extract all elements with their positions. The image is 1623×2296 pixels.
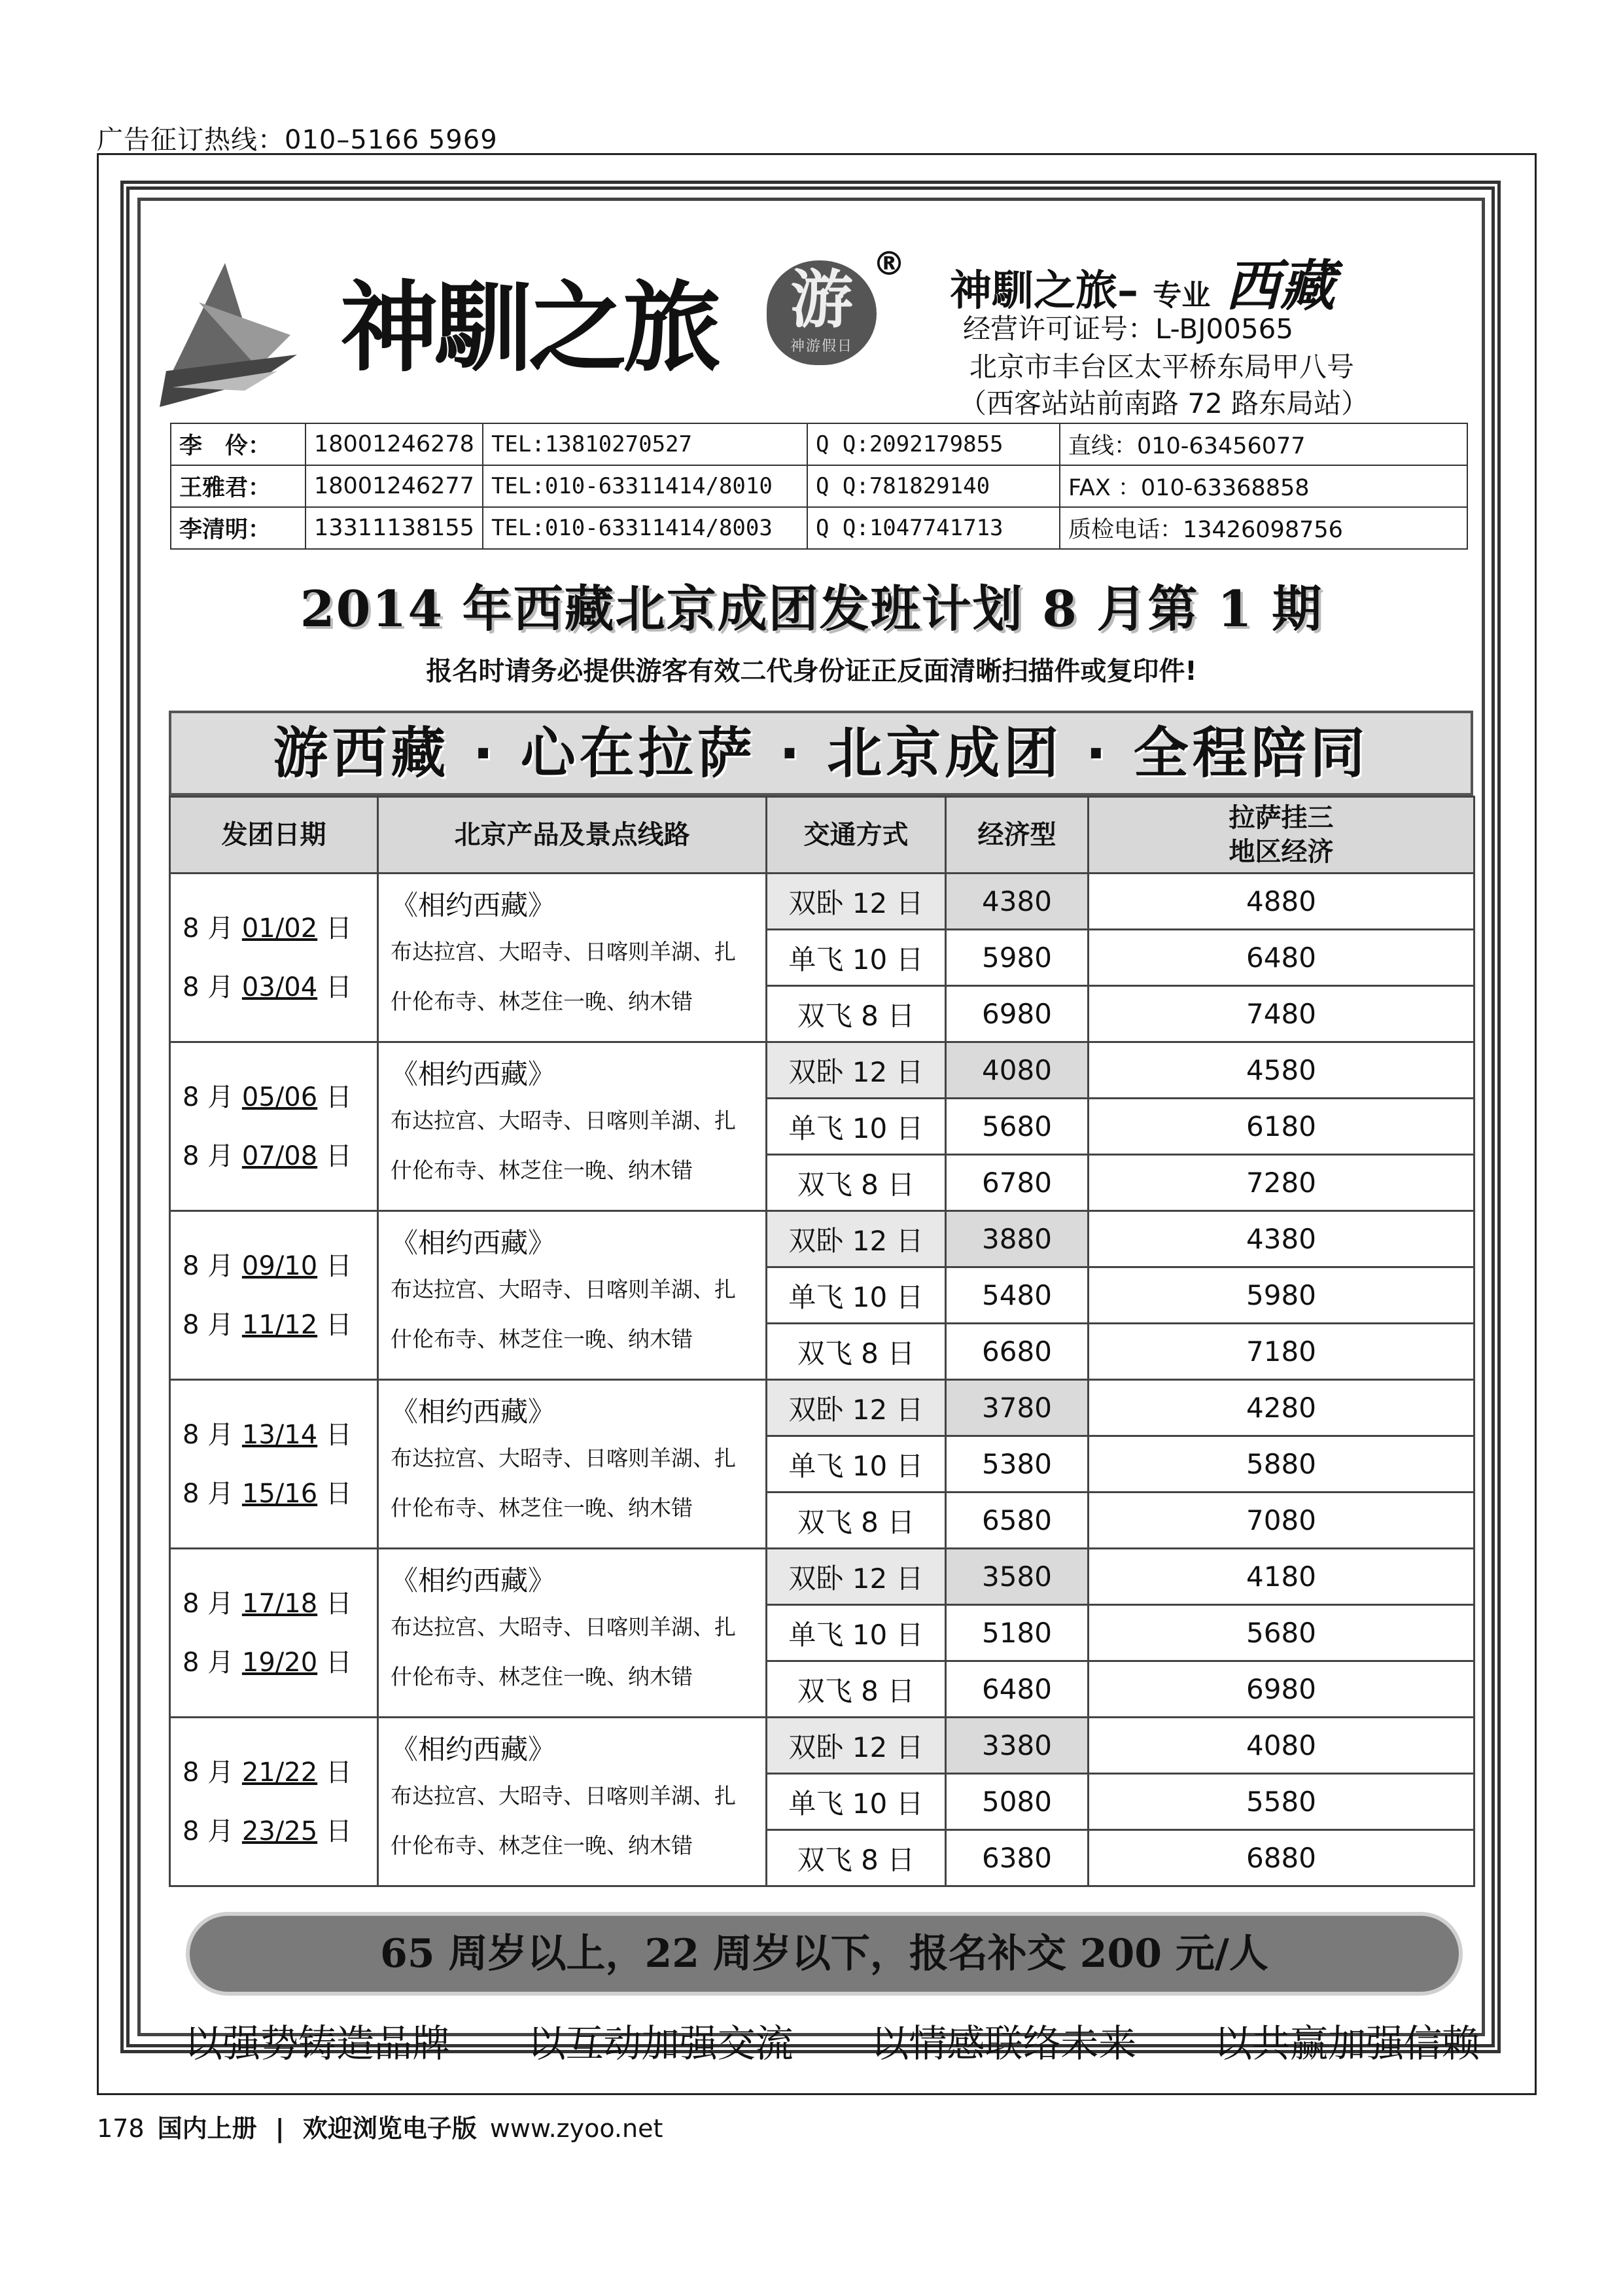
lhasa-price: 6180	[1089, 1099, 1475, 1155]
transport-mode: 单飞 10 日	[767, 930, 946, 986]
lhasa-price: 7280	[1089, 1155, 1475, 1211]
economy-price: 4080	[946, 1042, 1089, 1099]
departure-date-2: 8 月 07/08 日	[183, 1140, 352, 1171]
route-spots: 布达拉宫、大昭寺、日喀则羊湖、扎 什伦布寺、林芝住一晚、纳木错	[391, 1614, 736, 1689]
schedule-row	[170, 874, 1475, 930]
lhasa-price: 5880	[1089, 1436, 1475, 1492]
contact-row	[171, 507, 1467, 549]
route-cell	[378, 1211, 767, 1380]
route-name: 《相约西藏》	[391, 1396, 556, 1428]
ad-hotline: 广告征订热线：010–5166 5969	[97, 125, 498, 155]
slogan-banner: 游西藏 · 心在拉萨 · 北京成团 · 全程陪同	[169, 711, 1473, 796]
schedule-row	[170, 1042, 1475, 1099]
contact-tel: TEL:010-63311414/8003	[483, 507, 807, 549]
lhasa-price: 7080	[1089, 1492, 1475, 1549]
contact-extra: 直线：010-63456077	[1060, 423, 1467, 465]
motto-row	[184, 2013, 1480, 2068]
lhasa-price: 4180	[1089, 1549, 1475, 1605]
lhasa-price: 5980	[1089, 1267, 1475, 1324]
transport-mode: 双卧 12 日	[767, 1380, 946, 1436]
schedule-row	[170, 1718, 1475, 1774]
header-economy: 经济型	[946, 797, 1089, 874]
sail-logo-icon	[160, 256, 297, 407]
header-date: 发团日期	[170, 797, 378, 874]
departure-dates	[170, 1380, 378, 1549]
transport-mode: 单飞 10 日	[767, 1605, 946, 1661]
schedule-header-row	[170, 797, 1475, 874]
brand-logo-text: 神馴之旅	[340, 270, 718, 385]
route-cell	[378, 1549, 767, 1718]
schedule-table	[169, 796, 1475, 1887]
transport-mode: 双卧 12 日	[767, 1211, 946, 1267]
economy-price: 3780	[946, 1380, 1089, 1436]
transport-mode: 双飞 8 日	[767, 1661, 946, 1718]
page-number: 178	[97, 2114, 145, 2143]
schedule-row	[170, 1211, 1475, 1267]
economy-price: 6580	[946, 1492, 1089, 1549]
departure-date-2: 8 月 23/25 日	[183, 1816, 352, 1846]
transport-mode: 双卧 12 日	[767, 1042, 946, 1099]
contact-qq: Q Q:781829140	[807, 465, 1060, 507]
header-lhasa	[1089, 797, 1475, 874]
section-name: 国内上册	[157, 2114, 257, 2143]
contact-name: 李 伶：	[171, 423, 305, 465]
economy-price: 5380	[946, 1436, 1089, 1492]
departure-dates	[170, 1211, 378, 1380]
header-transport: 交通方式	[767, 797, 946, 874]
departure-dates	[170, 1718, 378, 1886]
transport-mode: 双飞 8 日	[767, 1324, 946, 1380]
lhasa-price: 4580	[1089, 1042, 1475, 1099]
footer-separator: |	[275, 2114, 285, 2143]
transport-mode: 双飞 8 日	[767, 986, 946, 1042]
motto: 以情感联络未来	[871, 2021, 1137, 2066]
brand-name: 神馴之旅–	[950, 267, 1138, 315]
transport-mode: 双飞 8 日	[767, 1830, 946, 1886]
brand-script: 西藏	[1225, 253, 1335, 318]
route-name: 《相约西藏》	[391, 1733, 556, 1765]
route-cell	[378, 874, 767, 1042]
departure-dates	[170, 1549, 378, 1718]
contact-mobile: 13311138155	[305, 507, 483, 549]
route-spots: 布达拉宫、大昭寺、日喀则羊湖、扎 什伦布寺、林芝住一晚、纳木错	[391, 1783, 736, 1858]
lhasa-price: 5680	[1089, 1605, 1475, 1661]
lhasa-price: 7480	[1089, 986, 1475, 1042]
page-footer	[97, 2108, 663, 2144]
lhasa-price: 6480	[1089, 930, 1475, 986]
transport-mode: 双飞 8 日	[767, 1155, 946, 1211]
age-surcharge-banner: 65 周岁以上，22 周岁以下，报名补交 200 元/人	[190, 1916, 1459, 1992]
page-title: 2014 年西藏北京成团发班计划 8 月第 1 期	[300, 580, 1323, 638]
header-lhasa-line2: 地区经济	[1229, 837, 1334, 867]
lhasa-price: 5580	[1089, 1774, 1475, 1830]
economy-price: 6480	[946, 1661, 1089, 1718]
contact-tel: TEL:13810270527	[483, 423, 807, 465]
departure-date-1: 8 月 13/14 日	[183, 1419, 352, 1450]
departure-date-1: 8 月 21/22 日	[183, 1757, 352, 1788]
transport-mode: 双卧 12 日	[767, 1549, 946, 1605]
promo-text: 欢迎浏览电子版	[302, 2114, 477, 2143]
contact-mobile: 18001246278	[305, 423, 483, 465]
departure-date-2: 8 月 11/12 日	[183, 1309, 352, 1340]
contact-name: 李清明：	[171, 507, 305, 549]
economy-price: 5480	[946, 1267, 1089, 1324]
contact-tel: TEL:010-63311414/8010	[483, 465, 807, 507]
motto: 以共赢加强信赖	[1213, 2021, 1480, 2066]
header-lhasa-line1: 拉萨挂三	[1229, 803, 1334, 833]
economy-price: 6780	[946, 1155, 1089, 1211]
route-spots: 布达拉宫、大昭寺、日喀则羊湖、扎 什伦布寺、林芝住一晚、纳木错	[391, 939, 736, 1014]
transport-mode: 双飞 8 日	[767, 1492, 946, 1549]
economy-price: 6980	[946, 986, 1089, 1042]
transport-mode: 双卧 12 日	[767, 1718, 946, 1774]
departure-date-1: 8 月 09/10 日	[183, 1250, 352, 1281]
route-spots: 布达拉宫、大昭寺、日喀则羊湖、扎 什伦布寺、林芝住一晚、纳木错	[391, 1445, 736, 1521]
economy-price: 5980	[946, 930, 1089, 986]
lhasa-price: 4280	[1089, 1380, 1475, 1436]
motto: 以互动加强交流	[527, 2021, 794, 2066]
economy-price: 3580	[946, 1549, 1089, 1605]
economy-price: 3880	[946, 1211, 1089, 1267]
schedule-body	[170, 874, 1475, 1886]
departure-date-1: 8 月 01/02 日	[183, 913, 352, 944]
economy-price: 5080	[946, 1774, 1089, 1830]
seal-character: 游	[790, 262, 853, 336]
route-cell	[378, 1380, 767, 1549]
economy-price: 6380	[946, 1830, 1089, 1886]
departure-dates	[170, 874, 378, 1042]
contact-name: 王雅君：	[171, 465, 305, 507]
contact-extra: 质检电话：13426098756	[1060, 507, 1467, 549]
economy-price: 6680	[946, 1324, 1089, 1380]
economy-price: 5680	[946, 1099, 1089, 1155]
contact-qq: Q Q:1047741713	[807, 507, 1060, 549]
economy-price: 3380	[946, 1718, 1089, 1774]
departure-date-1: 8 月 17/18 日	[183, 1588, 352, 1619]
route-cell	[378, 1718, 767, 1886]
lhasa-price: 7180	[1089, 1324, 1475, 1380]
route-name: 《相约西藏》	[391, 1058, 556, 1090]
contact-row	[171, 423, 1467, 465]
license-number: 经营许可证号：L-BJ00565	[963, 313, 1294, 345]
contact-qq: Q Q:2092179855	[807, 423, 1060, 465]
transport-mode: 单飞 10 日	[767, 1099, 946, 1155]
footer-url[interactable]: www.zyoo.net	[489, 2114, 663, 2143]
lhasa-price: 4380	[1089, 1211, 1475, 1267]
transport-mode: 双卧 12 日	[767, 874, 946, 930]
transport-mode: 单飞 10 日	[767, 1774, 946, 1830]
route-name: 《相约西藏》	[391, 1564, 556, 1597]
id-notice: 报名时请务必提供游客有效二代身份证正反面清晰扫描件或复印件!	[426, 656, 1197, 686]
contact-table	[170, 423, 1468, 550]
seal-subtitle: 神游假日	[790, 338, 853, 355]
transport-mode: 单飞 10 日	[767, 1267, 946, 1324]
lhasa-price: 4880	[1089, 874, 1475, 930]
address-line-2: （西客站站前南路 72 路东局站）	[959, 387, 1369, 419]
economy-price: 4380	[946, 874, 1089, 930]
registered-mark: ®	[873, 245, 905, 283]
route-name: 《相约西藏》	[391, 1227, 556, 1259]
header-route: 北京产品及景点线路	[378, 797, 767, 874]
contact-mobile: 18001246277	[305, 465, 483, 507]
departure-date-2: 8 月 03/04 日	[183, 972, 352, 1002]
contact-row	[171, 465, 1467, 507]
address-line-1: 北京市丰台区太平桥东局甲八号	[969, 351, 1355, 383]
route-name: 《相约西藏》	[391, 889, 556, 921]
transport-mode: 单飞 10 日	[767, 1436, 946, 1492]
route-cell	[378, 1042, 767, 1211]
schedule-row	[170, 1549, 1475, 1605]
departure-dates	[170, 1042, 378, 1211]
route-spots: 布达拉宫、大昭寺、日喀则羊湖、扎 什伦布寺、林芝住一晚、纳木错	[391, 1277, 736, 1352]
motto: 以强势铸造品牌	[184, 2021, 451, 2066]
economy-price: 5180	[946, 1605, 1089, 1661]
schedule-row	[170, 1380, 1475, 1436]
seal-logo-icon	[767, 260, 877, 365]
departure-date-1: 8 月 05/06 日	[183, 1082, 352, 1112]
departure-date-2: 8 月 19/20 日	[183, 1647, 352, 1678]
brand-pro: 专业	[1153, 279, 1211, 312]
route-spots: 布达拉宫、大昭寺、日喀则羊湖、扎 什伦布寺、林芝住一晚、纳木错	[391, 1108, 736, 1183]
departure-date-2: 8 月 15/16 日	[183, 1478, 352, 1509]
lhasa-price: 4080	[1089, 1718, 1475, 1774]
lhasa-price: 6880	[1089, 1830, 1475, 1886]
contact-extra: FAX ：010-63368858	[1060, 465, 1467, 507]
lhasa-price: 6980	[1089, 1661, 1475, 1718]
